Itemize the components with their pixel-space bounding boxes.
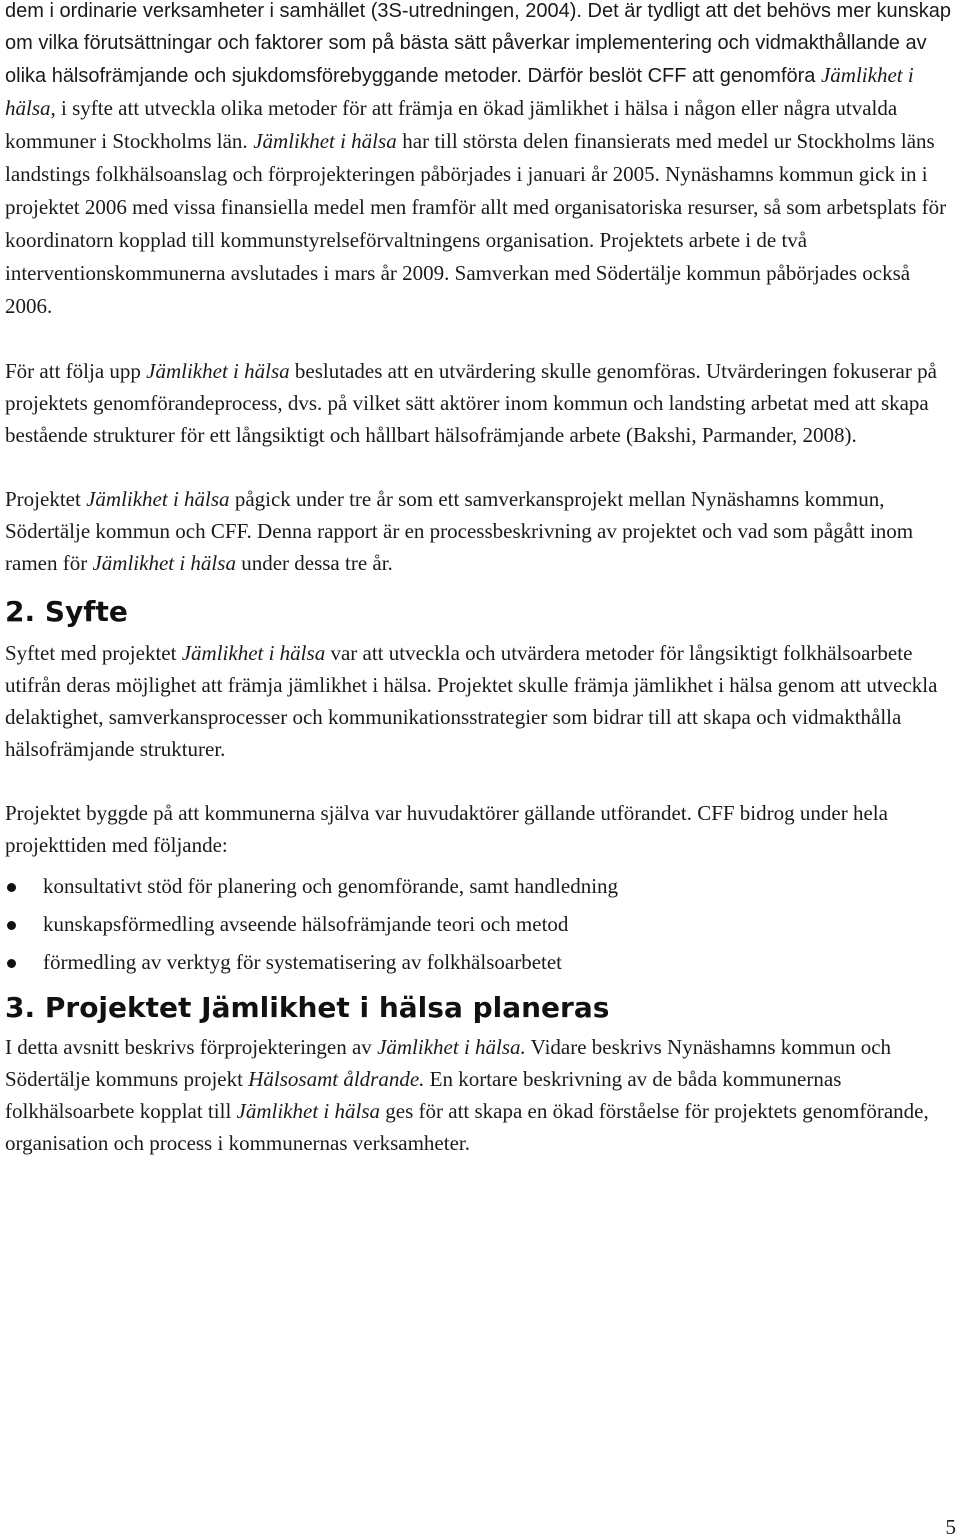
planning-text-b: Vidare beskrivs Nynäshamns kommun och Södertälje kommuns projekt bbox=[5, 1035, 892, 1091]
page-number: 5 bbox=[945, 1515, 956, 1539]
contribution-list bbox=[5, 867, 960, 981]
evaluation-text-a: För att följa upp bbox=[5, 359, 141, 383]
project-name-emphasis: Jämlikhet i hälsa bbox=[181, 641, 326, 665]
planning-text-c: En kortare beskrivning av de båda kommunernas folkhälsoarbete kopplat till bbox=[5, 1067, 842, 1123]
planning-text-a: I detta avsnitt beskrivs förprojekteringen av bbox=[5, 1035, 372, 1059]
purpose-text-a: Syftet med projektet bbox=[5, 641, 177, 665]
list-item: konsultativt stöd för planering och genomförande, samt handledning bbox=[5, 867, 960, 905]
report-paragraph bbox=[5, 483, 960, 579]
evaluation-text-b: beslutades att en utvärdering skulle genomföras. Utvärderingen fokuserar på projektets genomförandeprocess, dvs. på vilket sätt aktörer inom kommun och landsting arbetat med att skapa bestående strukturer för ett långsiktigt och hållbart hälsofrämjande arbete (Bakshi, Parmander, 2008). bbox=[5, 359, 937, 447]
purpose-text-b: var att utveckla och utvärdera metoder för långsiktigt folkhälsoarbete utifrån deras möjlighet att främja jämlikhet i hälsa. Projektet skulle främja jämlikhet i hälsa genom att utveckla delaktighet, samverkansprocesser och kommunikationsstrategier som bidrar till att skapa och vidmakthålla hälsofrämjande strukturer. bbox=[5, 641, 938, 761]
section-heading-syfte: 2. Syfte bbox=[5, 595, 128, 628]
intro-paragraph bbox=[5, 0, 960, 323]
evaluation-paragraph bbox=[5, 355, 960, 451]
subproject-name-emphasis: Hälsosamt åldrande. bbox=[248, 1067, 425, 1091]
purpose-paragraph bbox=[5, 637, 960, 765]
planning-paragraph bbox=[5, 1031, 960, 1159]
project-name-emphasis: Jämlikhet i hälsa bbox=[236, 1099, 381, 1123]
project-name-emphasis: Jämlikhet i hälsa. bbox=[377, 1035, 526, 1059]
contribution-paragraph: Projektet byggde på att kommunerna själva var huvudaktörer gällande utförandet. CFF bidrog under hela projekttiden med följande: bbox=[5, 801, 888, 857]
list-item: kunskapsförmedling avseende hälsofrämjande teori och metod bbox=[5, 905, 960, 943]
report-text-b: pågick under tre år som ett samverkansprojekt mellan Nynäshamns kommun, Södertälje kommun och CFF. Denna rapport är en processbeskrivning av projektet och vad som pågått inom ramen för bbox=[5, 487, 914, 575]
project-name-emphasis: Jämlikhet i hälsa bbox=[86, 487, 230, 511]
list-item: förmedling av verktyg för systematisering av folkhälsoarbetet bbox=[5, 943, 960, 981]
project-name-emphasis: Jämlikhet i hälsa bbox=[253, 129, 397, 153]
report-text-c: under dessa tre år. bbox=[241, 551, 393, 575]
project-name-emphasis: Jämlikhet i hälsa bbox=[92, 551, 236, 575]
project-name-emphasis: Jämlikhet i hälsa bbox=[146, 359, 290, 383]
report-text-a: Projektet bbox=[5, 487, 81, 511]
planning-text-d: ges för att skapa en ökad förståelse för projektets genomförande, organisation och process i kommunernas verksamheter. bbox=[5, 1099, 929, 1155]
document-page bbox=[5, 0, 960, 1159]
section-heading-planning: 3. Projektet Jämlikhet i hälsa planeras bbox=[5, 991, 610, 1024]
project-name-emphasis: Jämlikhet i hälsa bbox=[5, 63, 914, 120]
intro-text-a: dem i ordinarie verksamheter i samhället (3S-utredningen, 2004). Det är tydligt att det behövs mer kunskap om vilka förutsättningar och faktorer som på bästa sätt påverkar implementering och vidmakthållande av olika hälsofrämjande och sjukdomsförebyggande metoder. Därför beslöt CFF att genomföra bbox=[5, 0, 952, 87]
intro-text-b: , i syfte att utveckla olika metoder för att främja en ökad jämlikhet i hälsa i någon eller några utvalda kommuner i Stockholms län. bbox=[5, 96, 898, 153]
intro-text-c: har till största delen finansierats med medel ur Stockholms läns landstings folkhälsoanslag och förprojekteringen påbörjades i januari år 2005. Nynäshamns kommun gick in i projektet 2006 med vissa finansiella medel men framför allt med organisatoriska resurser, så som arbetsplats för koordinatorn kopplad till kommunstyrelseförvaltningens organisation. Projektets arbete i de två interventionskommunerna avslutades i mars år 2009. Samverkan med Södertälje kommun påbörjades också 2006. bbox=[5, 129, 947, 318]
